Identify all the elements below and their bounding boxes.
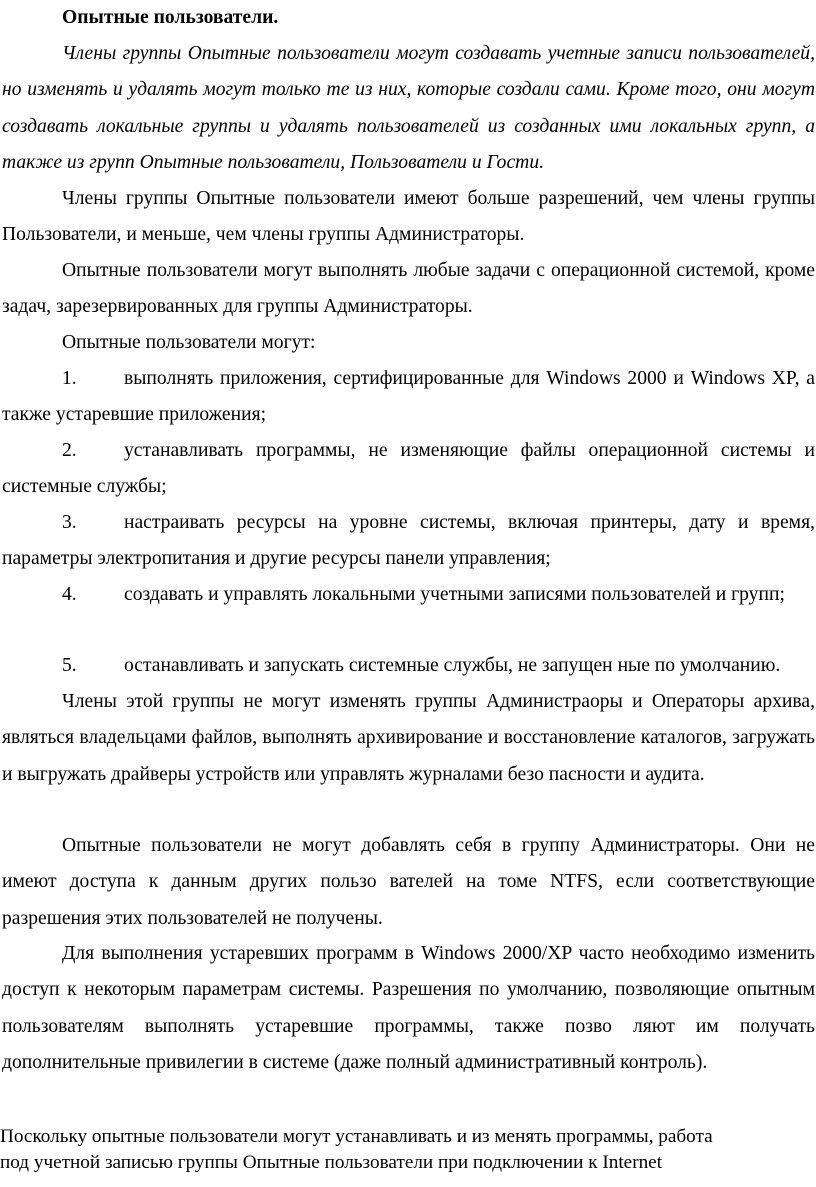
section-heading: Опытные пользователи. bbox=[62, 7, 279, 28]
list-item-number: 1. bbox=[62, 368, 77, 389]
list-item bbox=[2, 648, 815, 684]
list-item bbox=[2, 433, 815, 506]
tail-line-2: под учетной записью группы Опытные пользователи при подключении к Internet bbox=[0, 1152, 663, 1173]
list-item-number: 2. bbox=[62, 440, 77, 461]
intro-paragraph: Члены группы Опытные пользователи могут создавать учетные записи пользователей, но изменять и удалять могут только те из них, которые создали сами. Кроме того, они могут создавать локальные группы и удалять пользователей из созданных ими локальных групп, а также из групп Опытные пользователи, Пользователи и Гости. bbox=[2, 43, 815, 174]
list-item-text: создавать и управлять локальными учетными записями пользователей и групп; bbox=[124, 584, 785, 605]
can-paragraph: Опытные пользователи могут: bbox=[62, 332, 316, 353]
list-item-number: 5. bbox=[62, 655, 77, 676]
list-item bbox=[2, 361, 815, 434]
list-item bbox=[2, 505, 815, 578]
list-item-number: 4. bbox=[62, 584, 77, 605]
permissions-paragraph: Члены группы Опытные пользователи имеют больше разрешений, чем члены группы Пользователи, и меньше, чем члены группы Администраторы. bbox=[2, 188, 815, 246]
list-item-number: 3. bbox=[62, 512, 77, 533]
tasks-paragraph: Опытные пользователи могут выполнять любые задачи с операционной системой, кроме задач, зарезервированных для группы Администраторы. bbox=[2, 260, 815, 318]
cannot-paragraph: Члены этой группы не могут изменять группы Администраоры и Операторы архива, являться владельцами файлов, выполнять архивирование и восстановление каталогов, загружать и выгружать драйверы устройств или управлять журналами безо пасности и аудита. bbox=[2, 691, 815, 785]
ntfs-paragraph: Опытные пользователи не могут добавлять себя в группу Администраторы. Они не имеют доступа к данным других пользо вателей на томе NTFS, если соответствующие разрешения этих пользователей не получены. bbox=[2, 835, 815, 929]
list-item-text: устанавливать программы, не изменяющие файлы операционной системы и системные службы; bbox=[2, 440, 815, 498]
tail-line-1: Поскольку опытные пользователи могут устанавливать и из менять программы, работа bbox=[0, 1126, 713, 1147]
list-item-text: настраивать ресурсы на уровне системы, включая принтеры, дату и время, параметры электропитания и другие ресурсы панели управления; bbox=[2, 512, 815, 570]
list-item bbox=[2, 577, 815, 613]
legacy-paragraph: Для выполнения устаревших программ в Windows 2000/XP часто необходимо изменить доступ к некоторым параметрам системы. Разрешения по умолчанию, позволяющие опытным пользователям выполнять устаревшие программы, также позво ляют им получать дополнительные привилегии в системе (даже полный административный контроль). bbox=[2, 943, 815, 1074]
list-item-text: останавливать и запускать системные службы, не запущен ные по умолчанию. bbox=[124, 655, 781, 676]
list-item-text: выполнять приложения, сертифицированные для Windows 2000 и Windows XP, а также устаревшие приложения; bbox=[2, 368, 815, 426]
